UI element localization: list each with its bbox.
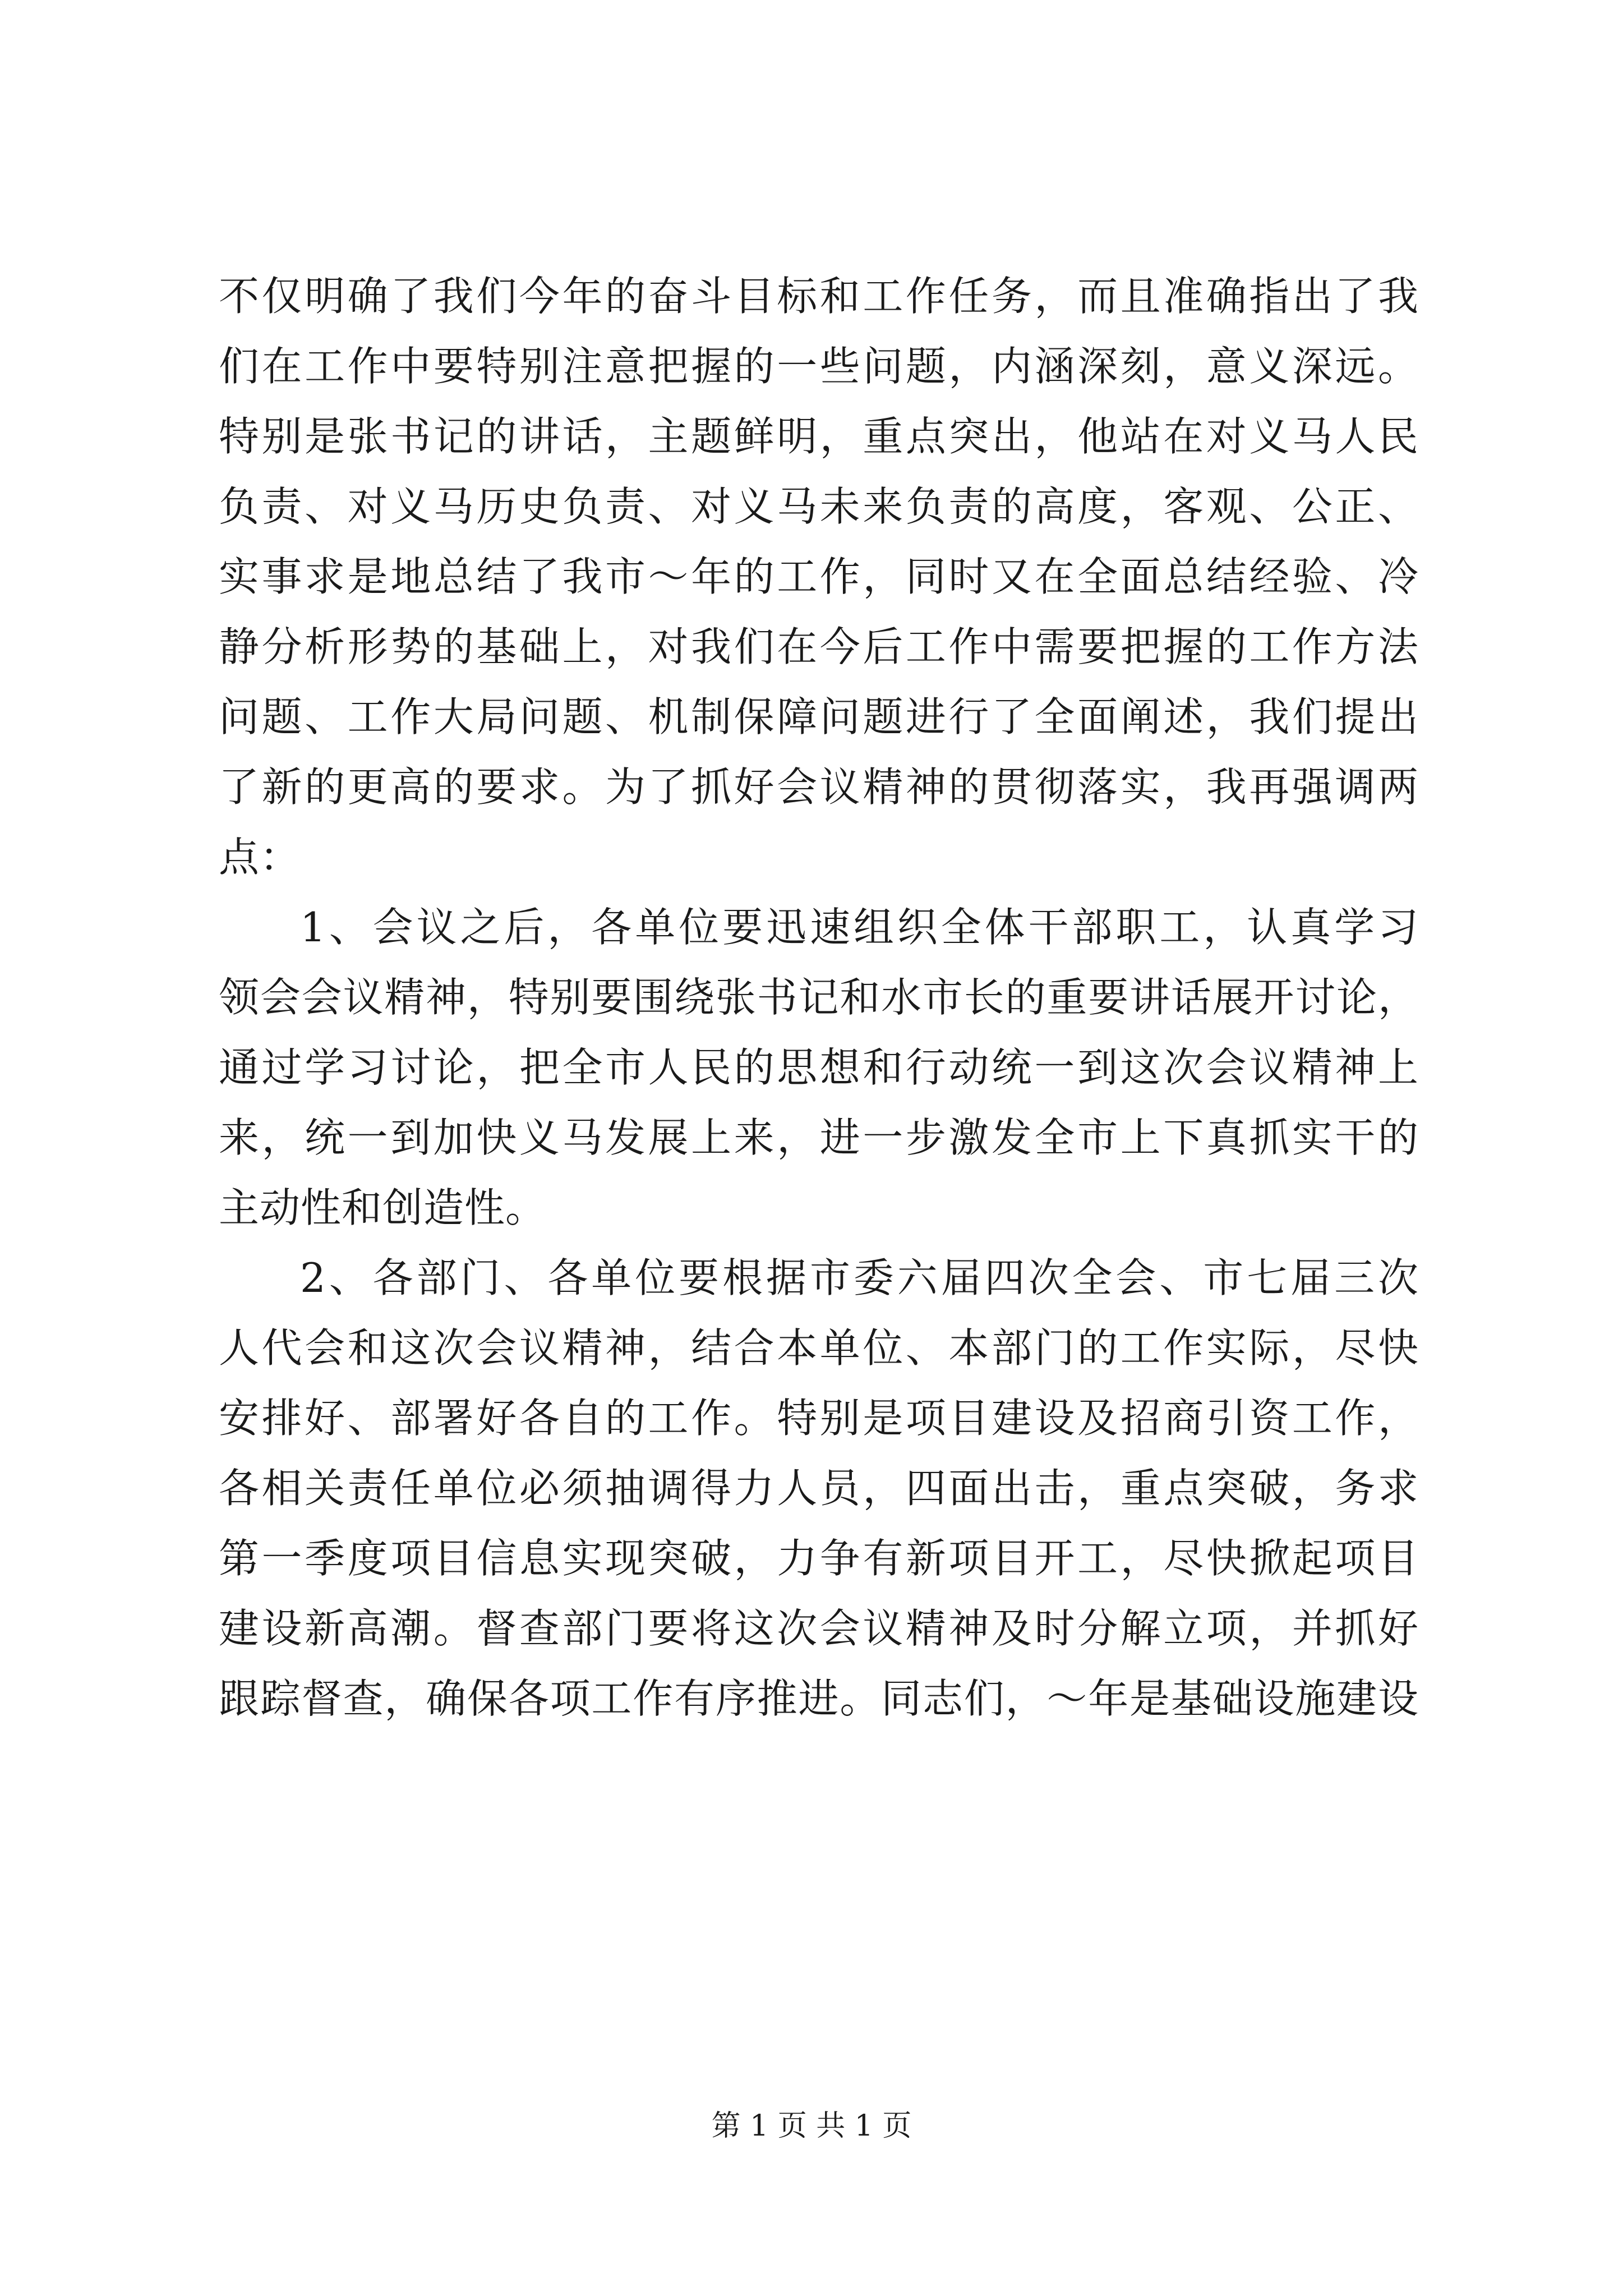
text-line: 静分析形势的基础上，对我们在今后工作中需要把握的工作方法 <box>219 623 1419 670</box>
page-footer: 第 1 页 共 1 页 <box>711 2109 912 2143</box>
text-line: 第一季度项目信息实现突破，力争有新项目开工，尽快掀起项目 <box>219 1535 1419 1582</box>
text-line: 了新的更高的要求。为了抓好会议精神的贯彻落实，我再强调两 <box>219 763 1419 811</box>
text-line: 来，统一到加快义马发展上来，进一步激发全市上下真抓实干的 <box>219 1114 1419 1161</box>
text-line: 领会会议精神，特别要围绕张书记和水市长的重要讲话展开讨论， <box>219 974 1419 1021</box>
text-line: 通过学习讨论，把全市人民的思想和行动统一到这次会议精神上 <box>219 1044 1419 1091</box>
text-line: 主动性和创造性。 <box>219 1184 547 1231</box>
text-line: 实事求是地总结了我市～年的工作，同时又在全面总结经验、冷 <box>219 553 1419 600</box>
text-line: 安排好、部署好各自的工作。特别是项目建设及招商引资工作， <box>219 1395 1419 1442</box>
paragraph-1-first-line: 1、会议之后，各单位要迅速组织全体干部职工，认真学习 <box>300 904 1419 951</box>
text-line: 特别是张书记的讲话，主题鲜明，重点突出，他站在对义马人民 <box>219 413 1419 460</box>
text-line: 各相关责任单位必须抽调得力人员，四面出击，重点突破，务求 <box>219 1465 1419 1512</box>
text-line: 负责、对义马历史负责、对义马未来负责的高度，客观、公正、 <box>219 483 1419 530</box>
text-line: 问题、工作大局问题、机制保障问题进行了全面阐述，我们提出 <box>219 693 1419 740</box>
text-line: 们在工作中要特别注意把握的一些问题，内涵深刻，意义深远。 <box>219 343 1419 390</box>
text-line: 点： <box>219 834 301 881</box>
text-line: 人代会和这次会议精神，结合本单位、本部门的工作实际，尽快 <box>219 1324 1419 1372</box>
text-line: 不仅明确了我们今年的奋斗目标和工作任务，而且准确指出了我 <box>219 273 1419 320</box>
text-line: 跟踪督查，确保各项工作有序推进。同志们，～年是基础设施建设 <box>219 1675 1419 1722</box>
paragraph-2-first-line: 2、各部门、各单位要根据市委六届四次全会、市七届三次 <box>300 1254 1419 1301</box>
text-line: 建设新高潮。督查部门要将这次会议精神及时分解立项，并抓好 <box>219 1605 1419 1652</box>
